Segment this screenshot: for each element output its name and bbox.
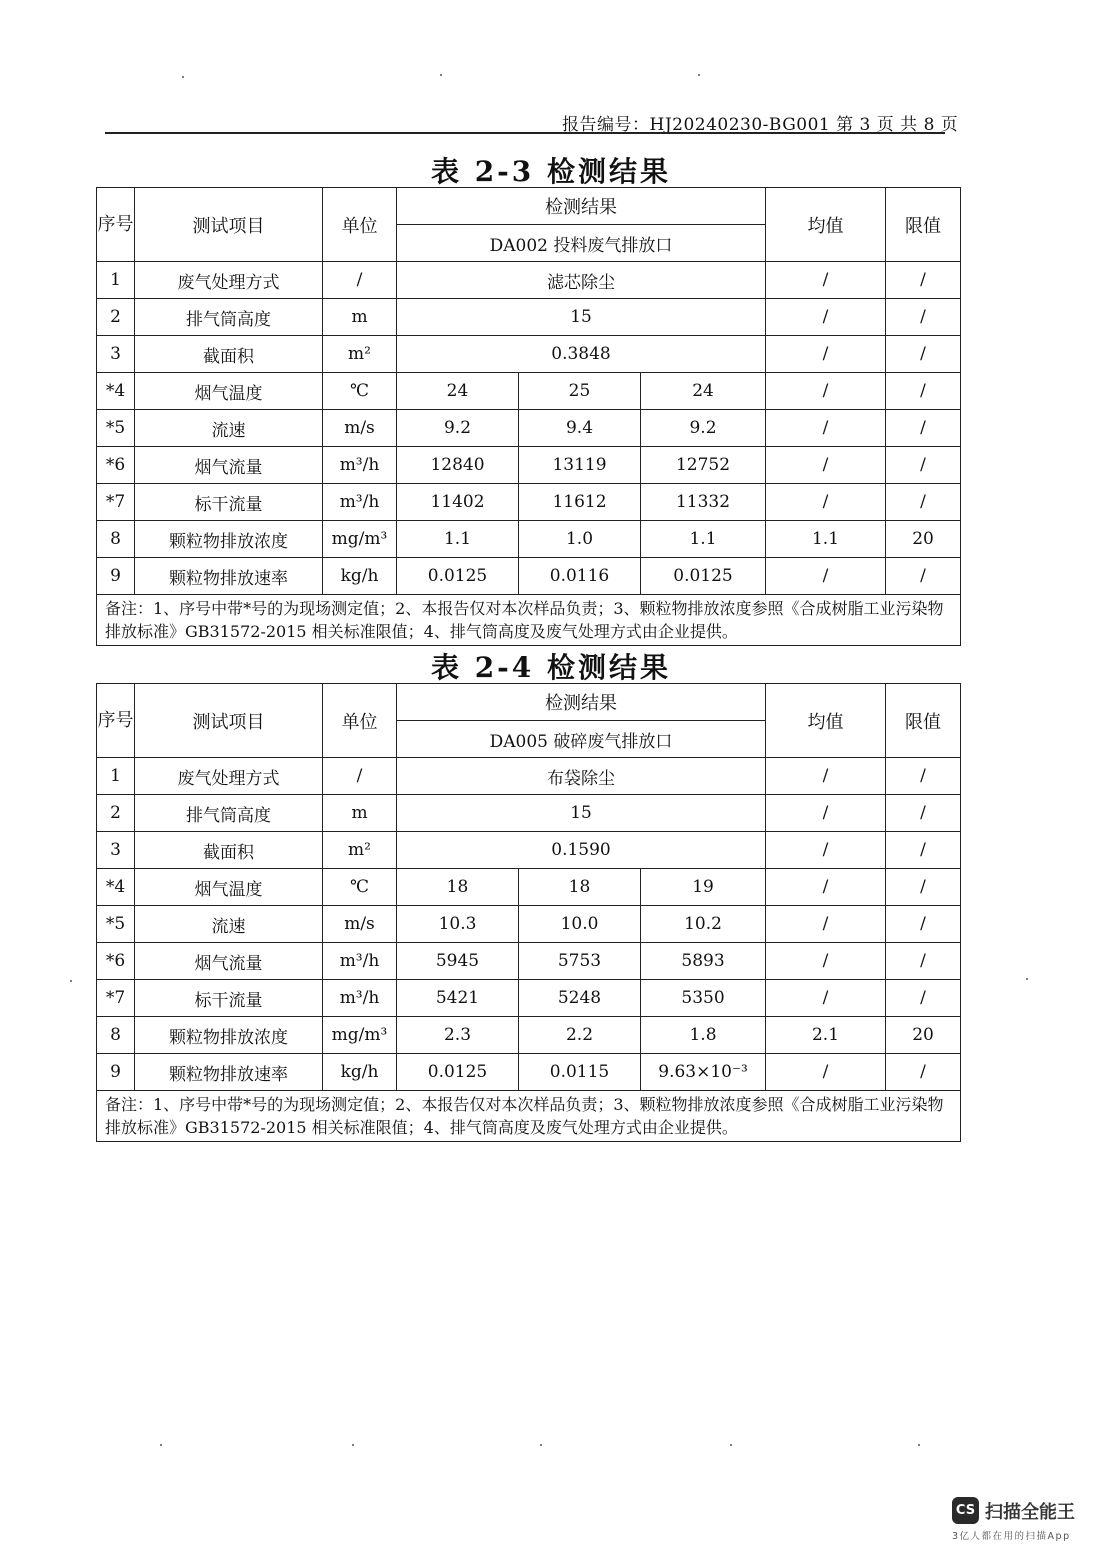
cell-unit: m/s <box>323 906 397 943</box>
cell-unit: m <box>323 299 397 336</box>
header-unit: 单位 <box>323 188 397 262</box>
table-row <box>97 795 961 832</box>
cell-result-1: 1.1 <box>397 521 519 558</box>
cell-item: 排气筒高度 <box>135 795 323 832</box>
cell-unit: m³/h <box>323 980 397 1017</box>
scan-speck <box>698 74 700 76</box>
cell-result-3: 1.8 <box>641 1017 766 1054</box>
cell-item: 颗粒物排放速率 <box>135 558 323 595</box>
cell-seq: *6 <box>97 943 135 980</box>
cell-limit: / <box>886 869 961 906</box>
cell-limit: / <box>886 906 961 943</box>
cell-result-2: 5248 <box>519 980 641 1017</box>
cell-result-1: 2.3 <box>397 1017 519 1054</box>
cell-item: 颗粒物排放速率 <box>135 1054 323 1091</box>
sampling-point: DA002 投料废气排放口 <box>397 225 766 262</box>
cell-seq: *7 <box>97 484 135 521</box>
cell-result-2: 10.0 <box>519 906 641 943</box>
table-row <box>97 521 961 558</box>
cell-seq: *4 <box>97 373 135 410</box>
cell-seq: *7 <box>97 980 135 1017</box>
cell-result-2: 9.4 <box>519 410 641 447</box>
table-row <box>97 1017 961 1054</box>
cell-mean: / <box>766 558 886 595</box>
cell-result: 15 <box>397 795 766 832</box>
cell-result-1: 12840 <box>397 447 519 484</box>
cell-unit: mg/m³ <box>323 1017 397 1054</box>
cell-item: 颗粒物排放浓度 <box>135 1017 323 1054</box>
cell-result-3: 5350 <box>641 980 766 1017</box>
header-limit: 限值 <box>886 188 961 262</box>
table-title: 表 2-3 检测结果 <box>430 155 672 188</box>
cell-limit: / <box>886 558 961 595</box>
cell-result-2: 25 <box>519 373 641 410</box>
cell-result-2: 2.2 <box>519 1017 641 1054</box>
scan-speck <box>70 980 72 982</box>
table-row <box>97 410 961 447</box>
cell-item: 流速 <box>135 410 323 447</box>
cell-unit: mg/m³ <box>323 521 397 558</box>
cell-result-3: 0.0125 <box>641 558 766 595</box>
cell-limit: / <box>886 336 961 373</box>
table-body <box>97 262 961 595</box>
cell-result-3: 10.2 <box>641 906 766 943</box>
cell-unit: / <box>323 262 397 299</box>
table-row <box>97 299 961 336</box>
cell-mean: / <box>766 1054 886 1091</box>
cell-unit: kg/h <box>323 1054 397 1091</box>
cell-result-2: 0.0116 <box>519 558 641 595</box>
cell-limit: / <box>886 832 961 869</box>
cell-item: 烟气温度 <box>135 869 323 906</box>
header-seq: 序号 <box>97 684 135 758</box>
cell-unit: m³/h <box>323 447 397 484</box>
cell-seq: 8 <box>97 1017 135 1054</box>
cell-result-1: 0.0125 <box>397 558 519 595</box>
cell-seq: 1 <box>97 262 135 299</box>
table-note: 备注：1、序号中带*号的为现场测定值；2、本报告仅对本次样品负责；3、颗粒物排放浓度参照《合成树脂工业污染物排放标准》GB31572-2015 相关标准限值；4、排气筒高度及废气处理方式由企业提供。 <box>97 595 961 646</box>
cell-unit: kg/h <box>323 558 397 595</box>
table-row <box>97 558 961 595</box>
header-result: 检测结果 <box>397 188 766 225</box>
cell-unit: m² <box>323 336 397 373</box>
header-result: 检测结果 <box>397 684 766 721</box>
cell-result-1: 11402 <box>397 484 519 521</box>
cell-item: 烟气流量 <box>135 943 323 980</box>
table-row <box>97 980 961 1017</box>
table-body <box>97 758 961 1091</box>
cell-seq: *5 <box>97 410 135 447</box>
cell-limit: 20 <box>886 521 961 558</box>
cell-item: 烟气流量 <box>135 447 323 484</box>
cell-mean: / <box>766 336 886 373</box>
sampling-point: DA005 破碎废气排放口 <box>397 721 766 758</box>
cell-result-2: 0.0115 <box>519 1054 641 1091</box>
table-row <box>97 1054 961 1091</box>
cell-limit: 20 <box>886 1017 961 1054</box>
cell-result: 滤芯除尘 <box>397 262 766 299</box>
cell-result-2: 11612 <box>519 484 641 521</box>
cell-seq: 3 <box>97 832 135 869</box>
cell-item: 截面积 <box>135 336 323 373</box>
cell-mean: / <box>766 262 886 299</box>
scan-speck <box>730 1444 732 1446</box>
cell-item: 废气处理方式 <box>135 262 323 299</box>
header-unit: 单位 <box>323 684 397 758</box>
cell-limit: / <box>886 262 961 299</box>
cell-result-1: 5421 <box>397 980 519 1017</box>
scan-speck <box>918 1444 920 1446</box>
table-note: 备注：1、序号中带*号的为现场测定值；2、本报告仅对本次样品负责；3、颗粒物排放浓度参照《合成树脂工业污染物排放标准》GB31572-2015 相关标准限值；4、排气筒高度及废气处理方式由企业提供。 <box>97 1091 961 1142</box>
cell-mean: / <box>766 795 886 832</box>
cell-result-2: 13119 <box>519 447 641 484</box>
cell-item: 标干流量 <box>135 484 323 521</box>
cell-unit: m² <box>323 832 397 869</box>
table-row <box>97 869 961 906</box>
cell-seq: 9 <box>97 558 135 595</box>
cell-seq: 1 <box>97 758 135 795</box>
cell-result-1: 0.0125 <box>397 1054 519 1091</box>
cell-result-1: 9.2 <box>397 410 519 447</box>
header-mean: 均值 <box>766 684 886 758</box>
cell-limit: / <box>886 447 961 484</box>
cell-item: 截面积 <box>135 832 323 869</box>
watermark-name: 扫描全能王 <box>985 1501 1075 1523</box>
cell-limit: / <box>886 410 961 447</box>
cell-item: 废气处理方式 <box>135 758 323 795</box>
cell-result: 0.1590 <box>397 832 766 869</box>
cell-seq: 2 <box>97 795 135 832</box>
cell-mean: / <box>766 484 886 521</box>
cell-seq: 8 <box>97 521 135 558</box>
cell-result-1: 18 <box>397 869 519 906</box>
cell-result-1: 10.3 <box>397 906 519 943</box>
cell-limit: / <box>886 795 961 832</box>
table-row <box>97 943 961 980</box>
header-mean: 均值 <box>766 188 886 262</box>
table-row <box>97 336 961 373</box>
cell-mean: 1.1 <box>766 521 886 558</box>
header-limit: 限值 <box>886 684 961 758</box>
table-row <box>97 447 961 484</box>
cell-result-3: 12752 <box>641 447 766 484</box>
cell-seq: *4 <box>97 869 135 906</box>
cell-item: 颗粒物排放浓度 <box>135 521 323 558</box>
result-table <box>96 683 961 1142</box>
cell-mean: / <box>766 943 886 980</box>
cell-mean: / <box>766 980 886 1017</box>
cell-item: 流速 <box>135 906 323 943</box>
cell-result: 布袋除尘 <box>397 758 766 795</box>
header-rule <box>105 132 945 134</box>
cell-mean: / <box>766 869 886 906</box>
cell-item: 排气筒高度 <box>135 299 323 336</box>
scan-speck <box>160 1444 162 1446</box>
cell-seq: 2 <box>97 299 135 336</box>
cell-limit: / <box>886 299 961 336</box>
cell-unit: / <box>323 758 397 795</box>
result-table <box>96 187 961 646</box>
cell-result-3: 5893 <box>641 943 766 980</box>
cell-seq: 3 <box>97 336 135 373</box>
cell-mean: / <box>766 906 886 943</box>
cell-mean: / <box>766 410 886 447</box>
cell-limit: / <box>886 758 961 795</box>
cell-result-1: 24 <box>397 373 519 410</box>
cell-mean: / <box>766 373 886 410</box>
cell-limit: / <box>886 484 961 521</box>
cell-result-3: 11332 <box>641 484 766 521</box>
table-row <box>97 758 961 795</box>
camscanner-logo-icon: CS <box>952 1497 979 1524</box>
cell-unit: m³/h <box>323 484 397 521</box>
cell-result-2: 18 <box>519 869 641 906</box>
cell-result-3: 1.1 <box>641 521 766 558</box>
cell-result-3: 19 <box>641 869 766 906</box>
table-row <box>97 906 961 943</box>
cell-result-3: 9.63×10⁻³ <box>641 1054 766 1091</box>
cell-mean: / <box>766 758 886 795</box>
cell-seq: *6 <box>97 447 135 484</box>
cell-result-1: 5945 <box>397 943 519 980</box>
cell-limit: / <box>886 943 961 980</box>
header-item: 测试项目 <box>135 188 323 262</box>
scan-speck <box>540 1444 542 1446</box>
cell-result-3: 9.2 <box>641 410 766 447</box>
scan-speck <box>352 1444 354 1446</box>
cell-unit: ℃ <box>323 869 397 906</box>
cell-item: 烟气温度 <box>135 373 323 410</box>
cell-seq: 9 <box>97 1054 135 1091</box>
cell-result-2: 5753 <box>519 943 641 980</box>
watermark-tagline: 3亿人都在用的扫描App <box>952 1531 1071 1542</box>
table-row <box>97 484 961 521</box>
scan-speck <box>440 74 442 76</box>
cell-result-2: 1.0 <box>519 521 641 558</box>
cell-seq: *5 <box>97 906 135 943</box>
cell-mean: / <box>766 447 886 484</box>
cell-mean: / <box>766 299 886 336</box>
table-title: 表 2-4 检测结果 <box>430 651 672 684</box>
cell-unit: m <box>323 795 397 832</box>
cell-limit: / <box>886 1054 961 1091</box>
header-seq: 序号 <box>97 188 135 262</box>
cell-unit: m³/h <box>323 943 397 980</box>
cell-result-3: 24 <box>641 373 766 410</box>
cell-item: 标干流量 <box>135 980 323 1017</box>
table-row <box>97 832 961 869</box>
cell-limit: / <box>886 980 961 1017</box>
scan-speck <box>1026 978 1028 980</box>
cell-mean: / <box>766 832 886 869</box>
scan-speck <box>182 76 184 78</box>
header-item: 测试项目 <box>135 684 323 758</box>
cell-unit: ℃ <box>323 373 397 410</box>
cell-mean: 2.1 <box>766 1017 886 1054</box>
table-row <box>97 373 961 410</box>
cell-limit: / <box>886 373 961 410</box>
table-row <box>97 262 961 299</box>
scanner-watermark <box>952 1497 1092 1542</box>
cell-result: 0.3848 <box>397 336 766 373</box>
report-number: 报告编号：HJ20240230-BG001 第 3 页 共 8 页 <box>562 115 959 135</box>
cell-unit: m/s <box>323 410 397 447</box>
cell-result: 15 <box>397 299 766 336</box>
